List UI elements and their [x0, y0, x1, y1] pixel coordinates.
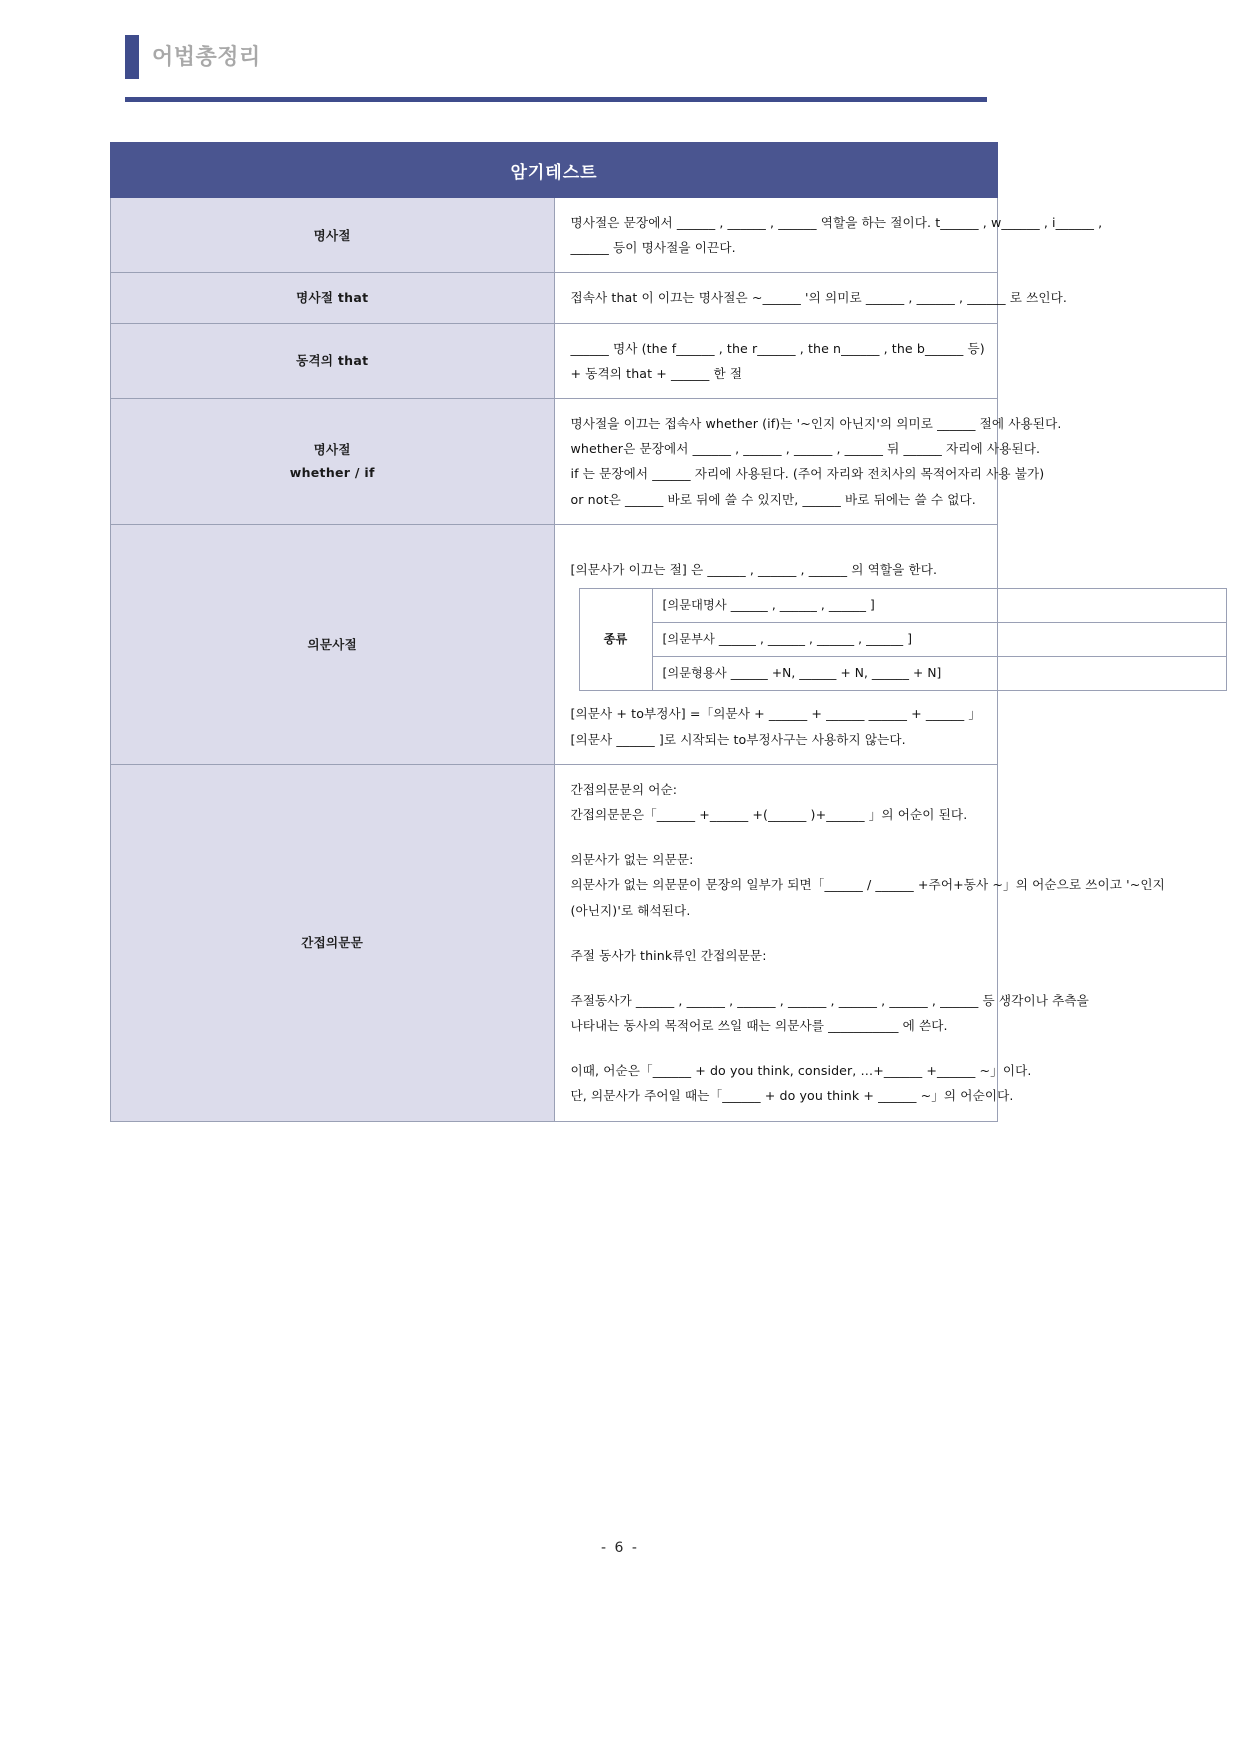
content-spacer: [571, 1038, 984, 1058]
table-row: [111, 764, 998, 1121]
content-spacer: [571, 923, 984, 943]
content-line: ______ 명사 (the f______ , the r______ , the n______ , the b______ 등): [570, 340, 985, 356]
content-line: 이때, 어순은「______ + do you think, consider, …+______ +______ ~」이다.: [570, 1063, 1032, 1079]
content-line-intro: [의문사가 이끄는 절] 은 ______ , ______ , ______ 의 역할을 한다.: [570, 561, 938, 577]
row-category-indirect-question: 간접의문문: [111, 764, 555, 1121]
row-category-noun-clause: 명사절: [111, 198, 555, 273]
content-line: + 동격의 that + ______ 한 절: [570, 365, 743, 381]
worksheet-container: [110, 142, 1165, 1122]
content-line: 의문사가 없는 의문문이 문장의 일부가 되면「______ / ______ +주어+동사 ~」의 어순으로 쓰이고 '~인지: [570, 877, 1165, 893]
content-line: 나타내는 동사의 목적어로 쓰일 때는 의문사를 ___________ 에 쓴다.: [570, 1018, 948, 1034]
header-divider-rule: [125, 97, 987, 102]
row-category-noun-clause-that: 명사절 that: [111, 273, 555, 323]
page-title: 어법총정리: [152, 45, 261, 70]
table-header-row: [111, 143, 998, 198]
row-content-interrogative-clause: [554, 524, 998, 764]
content-block-no-interrogative: [570, 847, 1165, 923]
block-heading: 주절 동사가 think류인 간접의문문:: [570, 947, 767, 963]
interrogative-types-table: [579, 588, 1227, 692]
content-spacer: [571, 537, 984, 557]
table-row: [111, 198, 998, 273]
memorization-test-table: [110, 142, 1165, 1122]
page-number: - 6 -: [601, 1540, 639, 1556]
row-content-whether-if: [554, 398, 1062, 524]
row-category-whether-if: [111, 398, 555, 524]
row-content-noun-clause: [554, 198, 1103, 273]
content-block-think-word-order: [570, 1058, 1032, 1108]
content-line: [의문사 + to부정사] =「의문사 + ______ + ______ ______ + ______ 」: [570, 706, 982, 722]
content-line: [의문사 ______ ]로 시작되는 to부정사구는 사용하지 않는다.: [570, 731, 906, 747]
table-row: [111, 524, 998, 764]
table-row: [111, 323, 998, 398]
table-row: [111, 273, 998, 323]
content-line: if 는 문장에서 ______ 자리에 사용된다. (주어 자리와 전치사의 목적어자리 사용 불가): [570, 466, 1045, 482]
content-line: 단, 의문사가 주어일 때는「______ + do you think + ______ ~」의 어순이다.: [570, 1088, 1014, 1104]
page-header: [0, 0, 1240, 112]
inner-table-label-types: 종류: [579, 588, 652, 691]
category-line: 명사절: [313, 442, 351, 458]
table-body: [111, 198, 1165, 1122]
table-title: 암기테스트: [111, 143, 998, 198]
block-heading: 의문사가 없는 의문문:: [570, 852, 694, 868]
row-category-interrogative-clause: 의문사절: [111, 524, 555, 764]
inner-table-row: [579, 588, 1226, 622]
category-line: whether / if: [289, 465, 375, 481]
header-accent-bar: [125, 35, 139, 79]
block-heading: 간접의문문의 어순:: [570, 781, 678, 797]
content-line: (아닌지)'로 해석된다.: [570, 902, 691, 918]
inner-table-cell-interrogative-adjective: [의문형용사 ______ +N, ______ + N, ______ + N]: [652, 657, 1226, 691]
content-line: 접속사 that 이 이끄는 명사절은 ~______ '의 의미로 ______ , ______ , ______ 로 쓰인다.: [570, 290, 1068, 306]
content-line: or not은 ______ 바로 뒤에 쓸 수 있지만, ______ 바로 뒤에는 쓸 수 없다.: [570, 491, 976, 507]
content-block-word-order: [571, 777, 984, 827]
row-content-appositive-that: [554, 323, 998, 398]
inner-table-row: [579, 657, 1226, 691]
row-category-appositive-that: 동격의 that: [111, 323, 555, 398]
content-line: whether은 문장에서 ______ , ______ , ______ , ______ 뒤 ______ 자리에 사용된다.: [570, 441, 1041, 457]
row-content-indirect-question: [554, 764, 1165, 1121]
content-spacer: [571, 968, 984, 988]
inner-table-cell-interrogative-pronoun: [의문대명사 ______ , ______ , ______ ]: [652, 588, 1226, 622]
content-line: 명사절은 문장에서 ______ , ______ , ______ 역할을 하는 절이다. t______ , w______ , i______ ,: [570, 215, 1103, 230]
table-row: [111, 398, 998, 524]
content-line: 명사절을 이끄는 접속사 whether (if)는 '~인지 아닌지'의 의미로 ______ 절에 사용된다.: [570, 415, 1062, 431]
content-line: ______ 등이 명사절을 이끈다.: [570, 240, 736, 256]
table-head: [111, 143, 998, 198]
inner-table-row: [579, 623, 1226, 657]
inner-table-body: [579, 588, 1226, 691]
content-line: 주절동사가 ______ , ______ , ______ , ______ , ______ , ______ , ______ 등 생각이나 추측을: [570, 992, 1089, 1008]
content-block-think-type: [570, 943, 1089, 1039]
content-spacer: [571, 827, 984, 847]
inner-table-cell-interrogative-adverb: [의문부사 ______ , ______ , ______ , ______ ]: [652, 623, 1226, 657]
content-line: 간접의문문은「______ +______ +(______ )+______ 」의 어순이 된다.: [570, 806, 968, 822]
row-content-noun-clause-that: [554, 273, 1068, 323]
